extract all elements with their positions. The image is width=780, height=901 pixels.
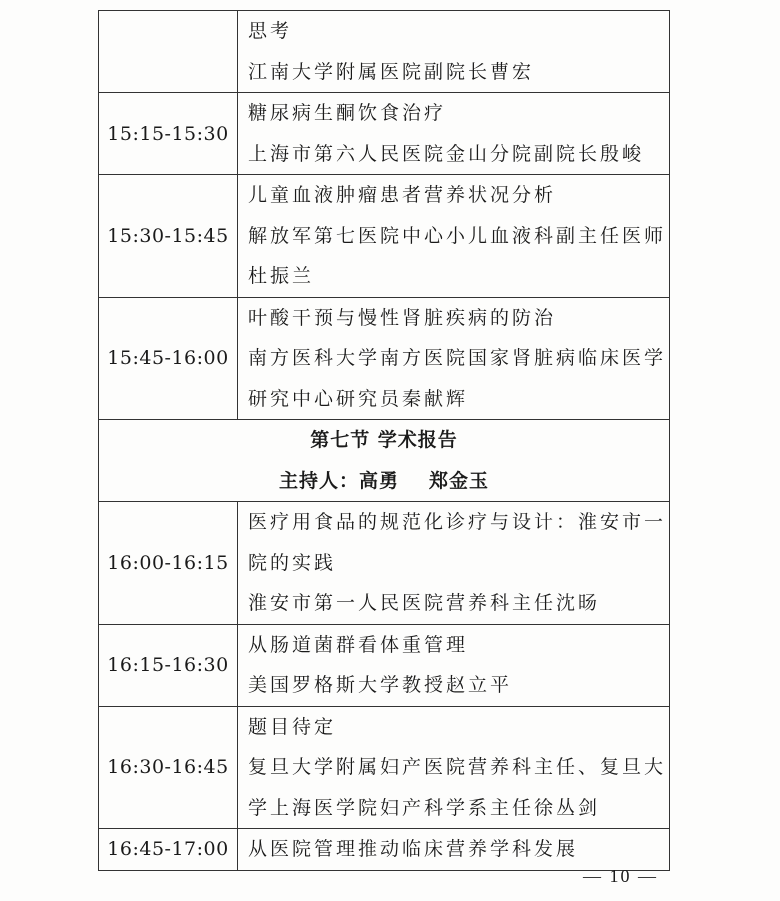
section-title: 第七节 学术报告 [310,429,458,451]
table-row [99,829,670,871]
speaker-line: 南方医科大学南方医院国家肾脏病临床医学 [248,347,667,369]
speaker-line: 解放军第七医院中心小儿血液科副主任医师 [248,224,667,247]
table-row [99,624,670,706]
topic-line: 儿童血液肿瘤患者营养状况分析 [248,184,557,206]
table-row [99,93,670,175]
speaker-line: 淮安市第一人民医院营养科主任沈旸 [248,592,601,614]
section-header-cell [99,420,670,502]
topic-cell [238,11,670,93]
speaker-line: 江南大学附属医院副院长曹宏 [248,60,535,83]
topic-line: 从医院管理推动临床营养学科发展 [248,838,579,860]
table-row [99,175,670,298]
host-label: 主持人： [278,469,359,492]
table-row [99,502,670,625]
time-cell: 16:15-16:30 [99,624,238,706]
topic-line: 叶酸干预与慢性肾脏疾病的防治 [248,306,557,329]
topic-line: 医疗用食品的规范化诊疗与设计：淮安市一 [248,511,667,533]
time-cell: 15:45-16:00 [99,297,238,420]
topic-cell [238,297,670,420]
time-cell: 15:30-15:45 [99,175,238,298]
schedule-table [98,10,670,871]
time-cell: 16:30-16:45 [99,706,238,829]
speaker-line: 美国罗格斯大学教授赵立平 [248,674,513,696]
host-name: 高勇 [358,469,399,492]
table-row [99,297,670,420]
topic-line: 糖尿病生酮饮食治疗 [248,102,447,124]
time-cell [99,11,238,93]
speaker-line: 杜振兰 [248,265,315,287]
host-name: 郑金玉 [429,469,490,492]
time-cell: 16:45-17:00 [99,829,238,871]
topic-cell [238,93,670,175]
topic-line: 题目待定 [248,715,337,738]
speaker-line: 复旦大学附属妇产医院营养科主任、复旦大 [248,756,667,778]
section-row [99,420,670,502]
speaker-line: 学上海医学院妇产科学系主任徐丛剑 [248,796,601,819]
topic-line: 思考 [248,20,293,42]
time-cell: 16:00-16:15 [99,502,238,625]
topic-cell [238,624,670,706]
topic-line: 从肠道菌群看体重管理 [248,633,469,656]
topic-cell [238,502,670,625]
topic-cell [238,829,670,871]
topic-line: 院的实践 [248,551,337,574]
table-row [99,11,670,93]
table-row [99,706,670,829]
topic-cell [238,175,670,298]
topic-cell [238,706,670,829]
speaker-line: 研究中心研究员秦献辉 [248,387,469,410]
section-hosts [99,461,669,502]
page-number: — 10 — [583,866,658,886]
speaker-line: 上海市第六人民医院金山分院副院长殷峻 [248,142,645,165]
time-cell: 15:15-15:30 [99,93,238,175]
